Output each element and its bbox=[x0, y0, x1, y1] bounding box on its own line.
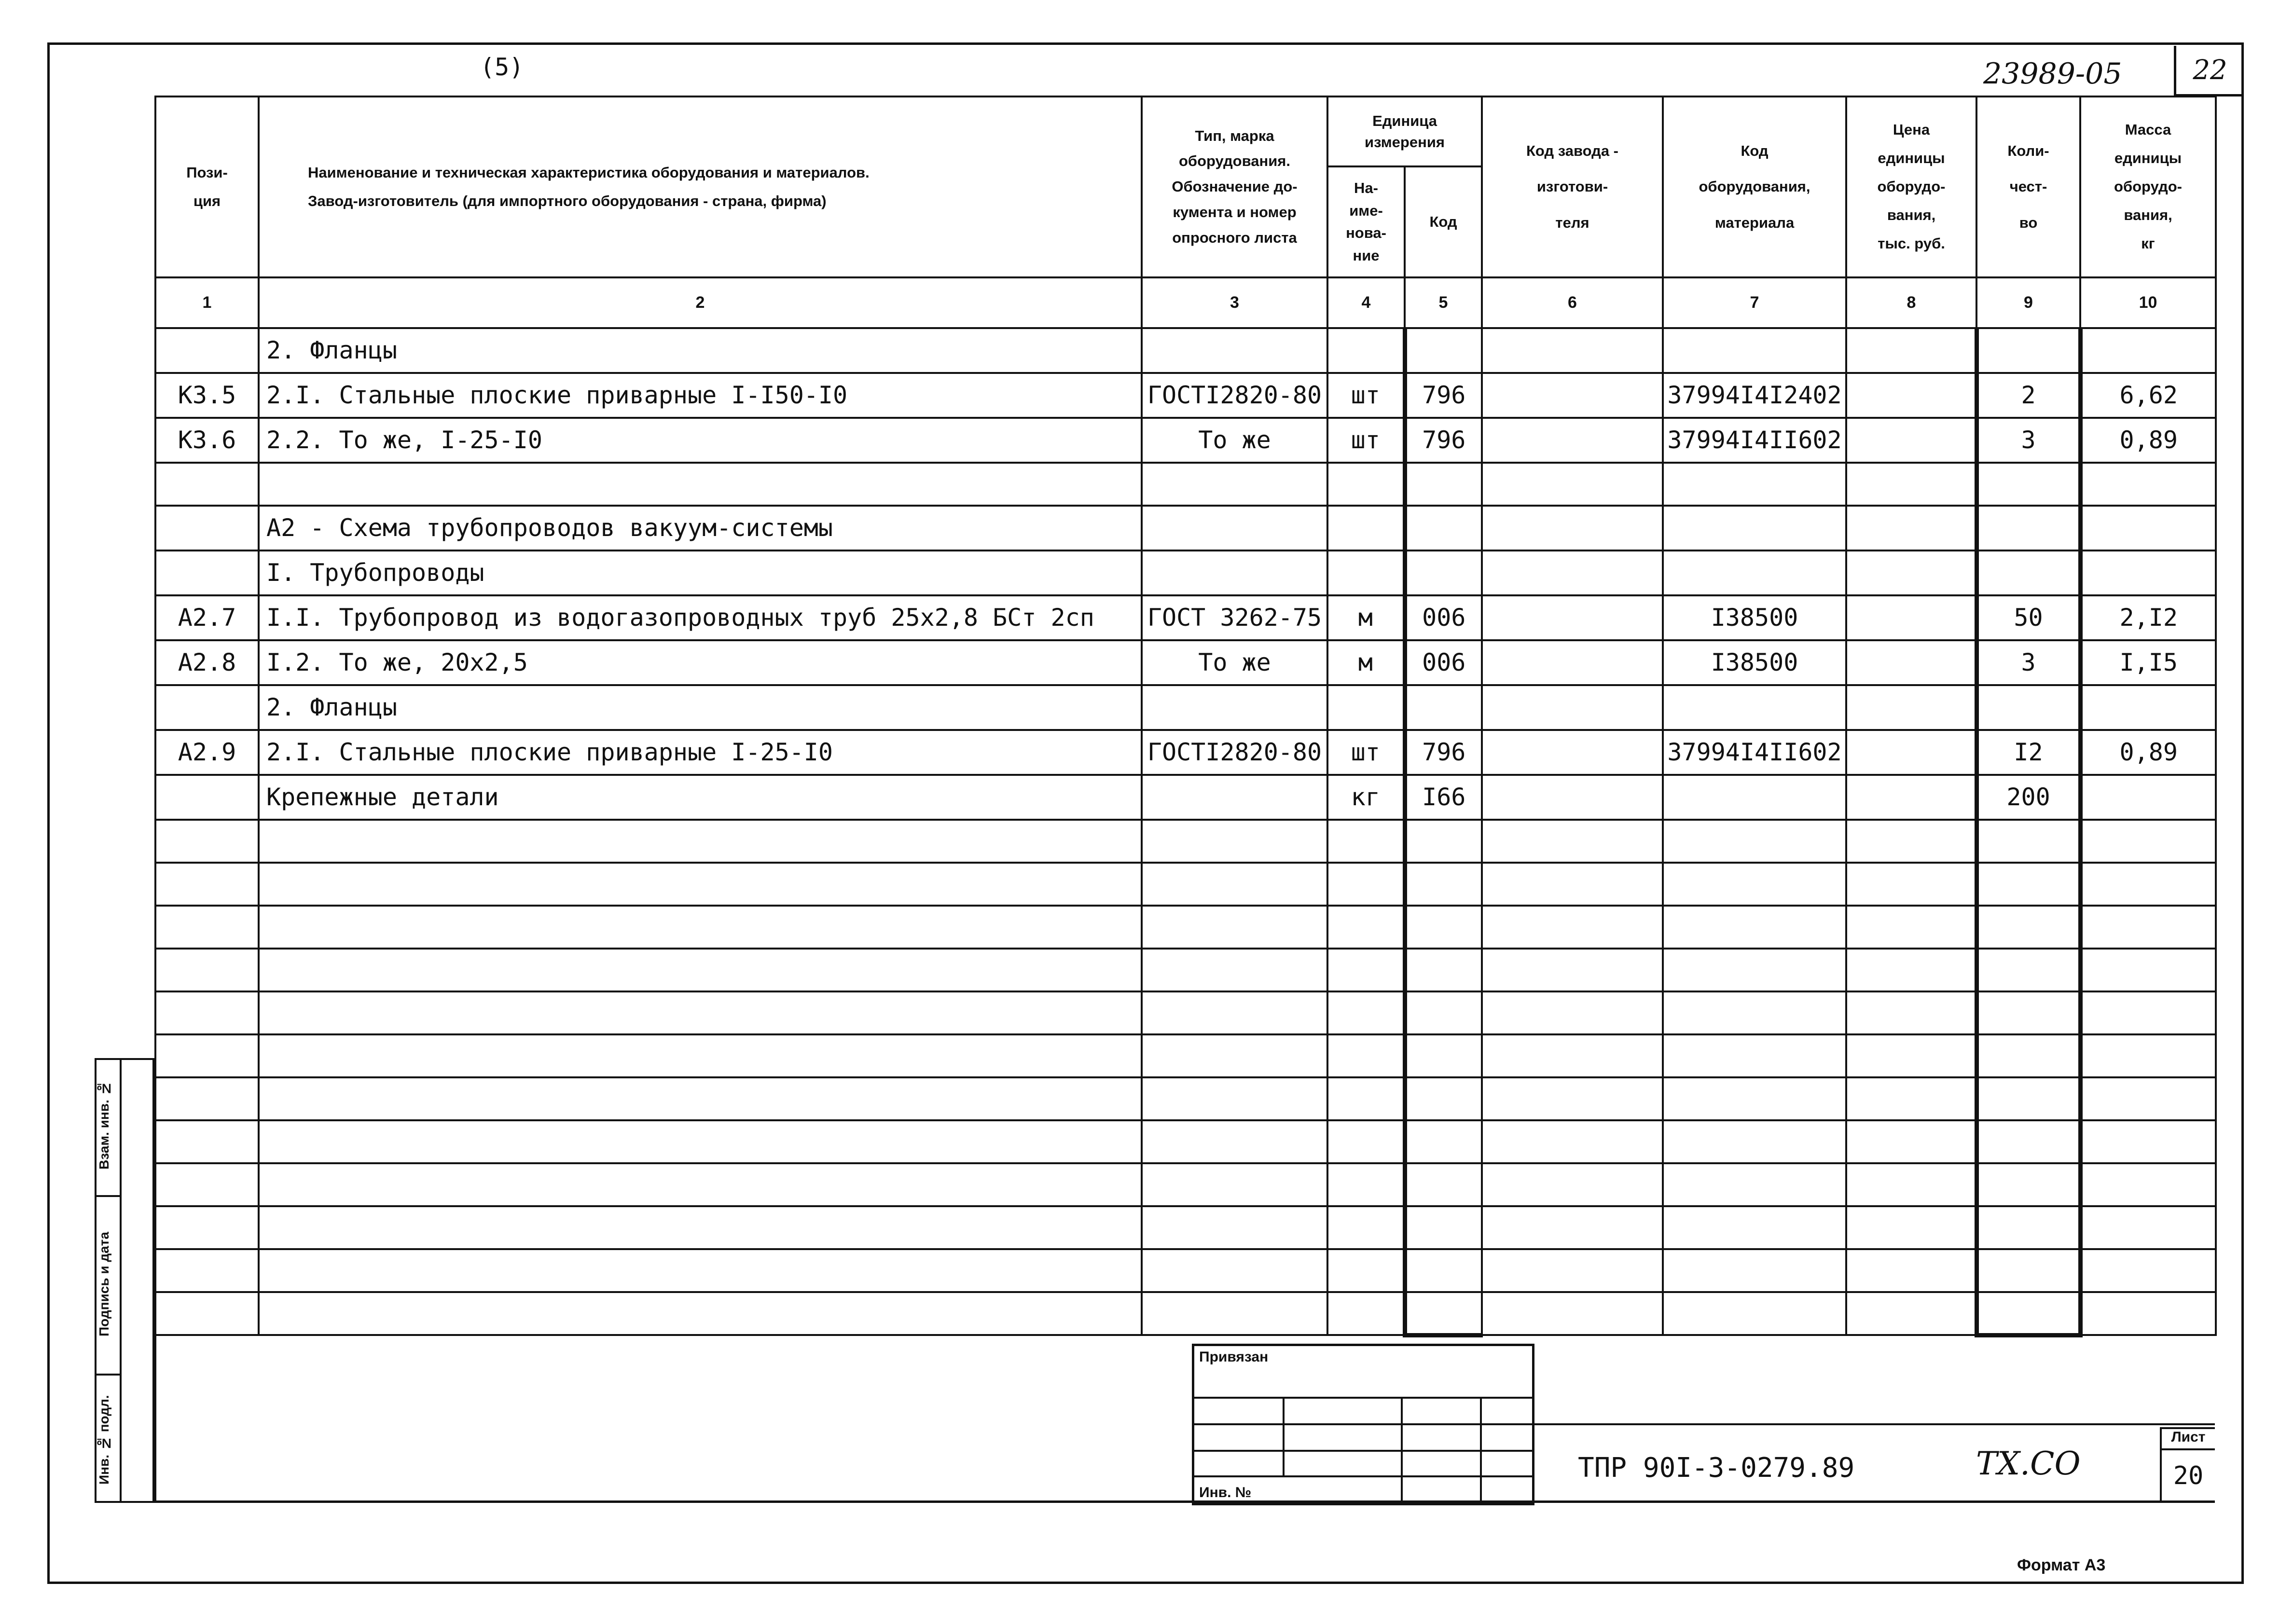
row-unit-code bbox=[1405, 1120, 1482, 1163]
header-position: Пози- ция bbox=[155, 96, 259, 277]
row-plant-code bbox=[1482, 1249, 1663, 1292]
row-mass bbox=[2080, 949, 2216, 991]
row-equipment-code: 37994I4II602 bbox=[1663, 418, 1846, 463]
row-plant-code bbox=[1482, 551, 1663, 595]
row-position bbox=[155, 863, 259, 906]
row-price bbox=[1846, 775, 1976, 820]
row-price bbox=[1846, 863, 1976, 906]
row-mass: 6,62 bbox=[2080, 373, 2216, 418]
sheet-label: Лист bbox=[2160, 1427, 2215, 1450]
table-row bbox=[155, 820, 2216, 863]
row-unit-code: 796 bbox=[1405, 730, 1482, 775]
row-name bbox=[259, 1034, 1142, 1077]
row-mass bbox=[2080, 551, 2216, 595]
row-unit: м bbox=[1327, 640, 1405, 685]
row-name: Крепежные детали bbox=[259, 775, 1142, 820]
row-equipment-code bbox=[1663, 1034, 1846, 1077]
row-position bbox=[155, 1120, 259, 1163]
header-plant-code: Код завода - изготови- теля bbox=[1482, 96, 1663, 277]
document-number: ТПР 90I-3-0279.89 bbox=[1578, 1452, 1855, 1484]
row-mass bbox=[2080, 1034, 2216, 1077]
row-mass bbox=[2080, 1120, 2216, 1163]
row-plant-code bbox=[1482, 775, 1663, 820]
row-quantity: I2 bbox=[1976, 730, 2080, 775]
row-type bbox=[1142, 906, 1327, 949]
row-unit bbox=[1327, 1163, 1405, 1206]
row-mass bbox=[2080, 863, 2216, 906]
row-position bbox=[155, 906, 259, 949]
row-unit-code: 796 bbox=[1405, 373, 1482, 418]
row-quantity bbox=[1976, 463, 2080, 506]
header-unit-group: Единица измерения bbox=[1327, 96, 1482, 166]
row-mass bbox=[2080, 906, 2216, 949]
row-unit: м bbox=[1327, 595, 1405, 640]
row-type bbox=[1142, 863, 1327, 906]
row-position bbox=[155, 1034, 259, 1077]
row-mass bbox=[2080, 775, 2216, 820]
row-quantity bbox=[1976, 991, 2080, 1034]
row-equipment-code: I38500 bbox=[1663, 595, 1846, 640]
row-unit-code bbox=[1405, 1249, 1482, 1292]
row-name bbox=[259, 991, 1142, 1034]
row-position: А2.7 bbox=[155, 595, 259, 640]
row-unit bbox=[1327, 906, 1405, 949]
row-equipment-code bbox=[1663, 949, 1846, 991]
row-quantity bbox=[1976, 906, 2080, 949]
table-row bbox=[155, 506, 2216, 551]
row-position: К3.6 bbox=[155, 418, 259, 463]
row-position: К3.5 bbox=[155, 373, 259, 418]
row-unit-code bbox=[1405, 949, 1482, 991]
row-position bbox=[155, 991, 259, 1034]
row-equipment-code bbox=[1663, 863, 1846, 906]
row-price bbox=[1846, 506, 1976, 551]
row-unit-code bbox=[1405, 863, 1482, 906]
row-unit-code: I66 bbox=[1405, 775, 1482, 820]
column-number: 3 bbox=[1142, 277, 1327, 328]
table-row bbox=[155, 551, 2216, 595]
row-price bbox=[1846, 1163, 1976, 1206]
row-mass: 2,I2 bbox=[2080, 595, 2216, 640]
vzam-inv-label: Взам. инв. № bbox=[97, 1081, 111, 1170]
row-quantity bbox=[1976, 1034, 2080, 1077]
row-unit-code bbox=[1405, 1077, 1482, 1120]
privyazan-label: Привязан bbox=[1199, 1349, 1269, 1365]
row-equipment-code bbox=[1663, 506, 1846, 551]
row-price bbox=[1846, 418, 1976, 463]
row-price bbox=[1846, 1206, 1976, 1249]
row-type: То же bbox=[1142, 640, 1327, 685]
row-type bbox=[1142, 328, 1327, 373]
row-equipment-code: I38500 bbox=[1663, 640, 1846, 685]
sheet-marker: (5) bbox=[480, 53, 524, 81]
row-unit bbox=[1327, 328, 1405, 373]
table-row bbox=[155, 640, 2216, 685]
title-block bbox=[154, 1323, 2215, 1503]
row-plant-code bbox=[1482, 1206, 1663, 1249]
row-price bbox=[1846, 730, 1976, 775]
row-quantity bbox=[1976, 328, 2080, 373]
row-position bbox=[155, 1077, 259, 1120]
row-price bbox=[1846, 1120, 1976, 1163]
row-unit bbox=[1327, 1249, 1405, 1292]
row-type bbox=[1142, 1163, 1327, 1206]
row-plant-code bbox=[1482, 949, 1663, 991]
header-unit-name: На- име- нова- ние bbox=[1327, 166, 1405, 277]
row-quantity bbox=[1976, 685, 2080, 730]
table-row bbox=[155, 1077, 2216, 1120]
row-plant-code bbox=[1482, 1077, 1663, 1120]
column-number: 7 bbox=[1663, 277, 1846, 328]
row-plant-code bbox=[1482, 1120, 1663, 1163]
row-type bbox=[1142, 506, 1327, 551]
row-mass: 0,89 bbox=[2080, 418, 2216, 463]
row-name: 2. Фланцы bbox=[259, 685, 1142, 730]
row-mass bbox=[2080, 463, 2216, 506]
header-mass: Масса единицы оборудо- вания, кг bbox=[2080, 96, 2216, 277]
row-quantity: 3 bbox=[1976, 640, 2080, 685]
row-unit bbox=[1327, 1034, 1405, 1077]
row-equipment-code: 37994I4II602 bbox=[1663, 730, 1846, 775]
row-quantity: 3 bbox=[1976, 418, 2080, 463]
row-unit: шт bbox=[1327, 730, 1405, 775]
table-row bbox=[155, 991, 2216, 1034]
row-unit: шт bbox=[1327, 418, 1405, 463]
row-equipment-code bbox=[1663, 820, 1846, 863]
row-mass bbox=[2080, 1249, 2216, 1292]
header-type: Тип, марка оборудования. Обозначение до- кумента и номер опросного листа bbox=[1142, 96, 1327, 277]
row-quantity: 2 bbox=[1976, 373, 2080, 418]
row-unit-code: 006 bbox=[1405, 595, 1482, 640]
row-type bbox=[1142, 1034, 1327, 1077]
row-name bbox=[259, 949, 1142, 991]
row-plant-code bbox=[1482, 506, 1663, 551]
row-quantity bbox=[1976, 1077, 2080, 1120]
row-equipment-code bbox=[1663, 1077, 1846, 1120]
row-type: ГОСТ 3262-75 bbox=[1142, 595, 1327, 640]
inv-podl-label: Инв. № подл. bbox=[97, 1395, 111, 1485]
header-name: Наименование и техническая характеристика оборудования и материалов. Завод-изготовитель (для импортного оборудования - страна, фирма) bbox=[259, 96, 1142, 277]
row-equipment-code bbox=[1663, 685, 1846, 730]
row-mass bbox=[2080, 1206, 2216, 1249]
row-unit-code bbox=[1405, 685, 1482, 730]
row-unit-code bbox=[1405, 551, 1482, 595]
row-equipment-code bbox=[1663, 906, 1846, 949]
row-name: 2. Фланцы bbox=[259, 328, 1142, 373]
column-number: 8 bbox=[1846, 277, 1976, 328]
row-quantity bbox=[1976, 820, 2080, 863]
column-number: 4 bbox=[1327, 277, 1405, 328]
row-unit bbox=[1327, 1206, 1405, 1249]
specification-table bbox=[154, 96, 2217, 1337]
row-unit bbox=[1327, 685, 1405, 730]
column-number: 5 bbox=[1405, 277, 1482, 328]
row-type bbox=[1142, 685, 1327, 730]
row-unit: кг bbox=[1327, 775, 1405, 820]
table-row bbox=[155, 863, 2216, 906]
row-position bbox=[155, 949, 259, 991]
row-equipment-code bbox=[1663, 1249, 1846, 1292]
row-type bbox=[1142, 820, 1327, 863]
row-equipment-code: 37994I4I2402 bbox=[1663, 373, 1846, 418]
row-position bbox=[155, 685, 259, 730]
row-mass bbox=[2080, 685, 2216, 730]
row-name bbox=[259, 463, 1142, 506]
row-position bbox=[155, 820, 259, 863]
document-mark: ТХ.СО bbox=[1976, 1445, 2081, 1482]
row-name bbox=[259, 863, 1142, 906]
row-unit-code bbox=[1405, 463, 1482, 506]
table-row bbox=[155, 1249, 2216, 1292]
table-row bbox=[155, 463, 2216, 506]
row-plant-code bbox=[1482, 328, 1663, 373]
header-price: Цена единицы оборудо- вания, тыс. руб. bbox=[1846, 96, 1976, 277]
row-plant-code bbox=[1482, 730, 1663, 775]
row-position bbox=[155, 328, 259, 373]
row-unit bbox=[1327, 551, 1405, 595]
row-plant-code bbox=[1482, 640, 1663, 685]
row-plant-code bbox=[1482, 863, 1663, 906]
row-price bbox=[1846, 328, 1976, 373]
row-type bbox=[1142, 463, 1327, 506]
row-equipment-code bbox=[1663, 1163, 1846, 1206]
row-quantity bbox=[1976, 1163, 2080, 1206]
column-number: 6 bbox=[1482, 277, 1663, 328]
table-row bbox=[155, 418, 2216, 463]
row-price bbox=[1846, 820, 1976, 863]
column-number: 9 bbox=[1976, 277, 2080, 328]
row-quantity bbox=[1976, 506, 2080, 551]
corner-number: 22 bbox=[2174, 46, 2244, 96]
format-label: Формат А3 bbox=[2017, 1556, 2106, 1574]
row-name: I. Трубопроводы bbox=[259, 551, 1142, 595]
row-unit bbox=[1327, 820, 1405, 863]
row-quantity bbox=[1976, 1120, 2080, 1163]
row-name bbox=[259, 1120, 1142, 1163]
signature-date-label: Подпись и дата bbox=[97, 1232, 111, 1337]
row-name bbox=[259, 1163, 1142, 1206]
inv-no-label: Инв. № bbox=[1199, 1485, 1252, 1500]
row-mass: I,I5 bbox=[2080, 640, 2216, 685]
row-unit-code bbox=[1405, 328, 1482, 373]
row-type bbox=[1142, 1249, 1327, 1292]
table-row bbox=[155, 1163, 2216, 1206]
row-name: 2.2. То же, I-25-I0 bbox=[259, 418, 1142, 463]
row-price bbox=[1846, 1077, 1976, 1120]
table-row bbox=[155, 1206, 2216, 1249]
row-position bbox=[155, 463, 259, 506]
row-plant-code bbox=[1482, 373, 1663, 418]
row-plant-code bbox=[1482, 820, 1663, 863]
row-price bbox=[1846, 1249, 1976, 1292]
row-price bbox=[1846, 373, 1976, 418]
row-mass: 0,89 bbox=[2080, 730, 2216, 775]
row-equipment-code bbox=[1663, 463, 1846, 506]
row-name: 2.I. Стальные плоские приварные I-I50-I0 bbox=[259, 373, 1142, 418]
row-quantity bbox=[1976, 1206, 2080, 1249]
row-price bbox=[1846, 1034, 1976, 1077]
row-type: ГОСТI2820-80 bbox=[1142, 373, 1327, 418]
row-type bbox=[1142, 991, 1327, 1034]
row-position bbox=[155, 1249, 259, 1292]
row-equipment-code bbox=[1663, 1120, 1846, 1163]
row-unit-code bbox=[1405, 906, 1482, 949]
row-price bbox=[1846, 991, 1976, 1034]
row-equipment-code bbox=[1663, 551, 1846, 595]
table-row bbox=[155, 373, 2216, 418]
row-mass bbox=[2080, 328, 2216, 373]
row-unit-code bbox=[1405, 1163, 1482, 1206]
row-unit bbox=[1327, 991, 1405, 1034]
row-plant-code bbox=[1482, 991, 1663, 1034]
row-unit-code: 796 bbox=[1405, 418, 1482, 463]
row-equipment-code bbox=[1663, 775, 1846, 820]
row-name bbox=[259, 820, 1142, 863]
row-mass bbox=[2080, 506, 2216, 551]
row-price bbox=[1846, 463, 1976, 506]
row-unit bbox=[1327, 463, 1405, 506]
header-unit-code: Код bbox=[1405, 166, 1482, 277]
table-row bbox=[155, 685, 2216, 730]
row-unit bbox=[1327, 506, 1405, 551]
row-plant-code bbox=[1482, 418, 1663, 463]
row-price bbox=[1846, 595, 1976, 640]
row-price bbox=[1846, 949, 1976, 991]
row-price bbox=[1846, 685, 1976, 730]
row-price bbox=[1846, 551, 1976, 595]
row-equipment-code bbox=[1663, 328, 1846, 373]
row-unit bbox=[1327, 1120, 1405, 1163]
row-mass bbox=[2080, 820, 2216, 863]
row-unit-code: 006 bbox=[1405, 640, 1482, 685]
row-mass bbox=[2080, 1077, 2216, 1120]
row-name: I.I. Трубопровод из водогазопроводных труб 25х2,8 БСт 2сп bbox=[259, 595, 1142, 640]
row-unit bbox=[1327, 1077, 1405, 1120]
table-row bbox=[155, 1034, 2216, 1077]
row-type bbox=[1142, 551, 1327, 595]
row-unit-code bbox=[1405, 1034, 1482, 1077]
row-name: I.2. То же, 20х2,5 bbox=[259, 640, 1142, 685]
row-quantity bbox=[1976, 863, 2080, 906]
row-equipment-code bbox=[1663, 991, 1846, 1034]
row-quantity bbox=[1976, 551, 2080, 595]
row-price bbox=[1846, 906, 1976, 949]
row-position bbox=[155, 775, 259, 820]
table-row bbox=[155, 328, 2216, 373]
row-unit: шт bbox=[1327, 373, 1405, 418]
row-price bbox=[1846, 640, 1976, 685]
row-type bbox=[1142, 1206, 1327, 1249]
row-position: А2.9 bbox=[155, 730, 259, 775]
table-row bbox=[155, 906, 2216, 949]
table-row bbox=[155, 1120, 2216, 1163]
row-unit-code bbox=[1405, 991, 1482, 1034]
header-equipment-code: Код оборудования, материала bbox=[1663, 96, 1846, 277]
row-plant-code bbox=[1482, 685, 1663, 730]
column-number: 1 bbox=[155, 277, 259, 328]
row-position bbox=[155, 1163, 259, 1206]
row-quantity: 50 bbox=[1976, 595, 2080, 640]
row-type: ГОСТI2820-80 bbox=[1142, 730, 1327, 775]
row-plant-code bbox=[1482, 595, 1663, 640]
row-unit-code bbox=[1405, 506, 1482, 551]
row-quantity: 200 bbox=[1976, 775, 2080, 820]
row-type bbox=[1142, 1120, 1327, 1163]
privyazan-box bbox=[1192, 1344, 1534, 1505]
row-plant-code bbox=[1482, 463, 1663, 506]
row-type bbox=[1142, 949, 1327, 991]
table-row bbox=[155, 949, 2216, 991]
sheet-number: 20 bbox=[2160, 1449, 2215, 1503]
table-row bbox=[155, 595, 2216, 640]
row-name bbox=[259, 1206, 1142, 1249]
column-number: 10 bbox=[2080, 277, 2216, 328]
table-row bbox=[155, 775, 2216, 820]
row-unit-code bbox=[1405, 820, 1482, 863]
row-name: 2.I. Стальные плоские приварные I-25-I0 bbox=[259, 730, 1142, 775]
row-plant-code bbox=[1482, 1034, 1663, 1077]
row-quantity bbox=[1976, 1249, 2080, 1292]
row-equipment-code bbox=[1663, 1206, 1846, 1249]
row-mass bbox=[2080, 991, 2216, 1034]
header-quantity: Коли- чест- во bbox=[1976, 96, 2080, 277]
row-position: А2.8 bbox=[155, 640, 259, 685]
row-position bbox=[155, 551, 259, 595]
table-row bbox=[155, 730, 2216, 775]
row-plant-code bbox=[1482, 906, 1663, 949]
row-mass bbox=[2080, 1163, 2216, 1206]
row-position bbox=[155, 1206, 259, 1249]
row-name: А2 - Схема трубопроводов вакуум-системы bbox=[259, 506, 1142, 551]
column-number: 2 bbox=[259, 277, 1142, 328]
row-type bbox=[1142, 1077, 1327, 1120]
row-position bbox=[155, 506, 259, 551]
row-name bbox=[259, 906, 1142, 949]
row-unit bbox=[1327, 863, 1405, 906]
row-plant-code bbox=[1482, 1163, 1663, 1206]
row-type: То же bbox=[1142, 418, 1327, 463]
row-unit bbox=[1327, 949, 1405, 991]
table-body bbox=[155, 328, 2216, 1335]
archive-stamp: 23989-05 bbox=[1983, 57, 2122, 91]
title-divider bbox=[1532, 1423, 2215, 1425]
row-name bbox=[259, 1249, 1142, 1292]
left-stamp-strip bbox=[95, 1058, 154, 1503]
row-name bbox=[259, 1077, 1142, 1120]
row-type bbox=[1142, 775, 1327, 820]
row-quantity bbox=[1976, 949, 2080, 991]
row-unit-code bbox=[1405, 1206, 1482, 1249]
